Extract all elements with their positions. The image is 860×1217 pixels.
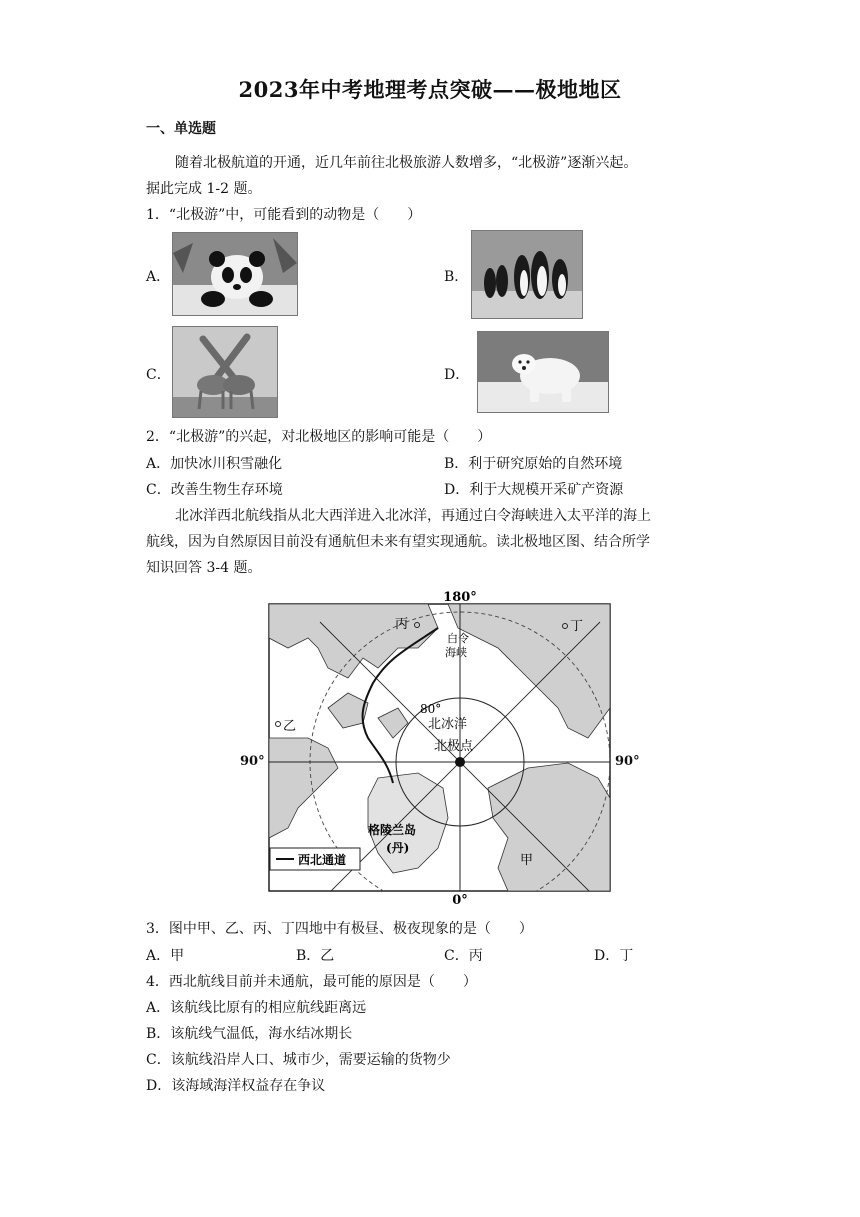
q2-option-a[interactable]: A．加快冰川积雪融化 bbox=[146, 456, 283, 472]
intro-2-line-2: 航线，因为自然原因目前没有通航但未来有望实现通航。读北极地区图、结合所学 bbox=[146, 534, 650, 550]
giraffes-photo[interactable] bbox=[172, 326, 278, 418]
question-3-stem: 3．图中甲、乙、丙、丁四地中有极昼、极夜现象的是（ ） bbox=[146, 921, 533, 937]
intro-2-line-3: 知识回答 3-4 题。 bbox=[146, 560, 262, 576]
q2-option-b[interactable]: B．利于研究原始的自然环境 bbox=[444, 456, 623, 472]
map-label-bering-2: 海峡 bbox=[445, 646, 467, 659]
section-heading: 一、单选题 bbox=[146, 121, 216, 137]
arctic-map bbox=[268, 588, 613, 906]
q3-option-c[interactable]: C．丙 bbox=[444, 948, 483, 964]
intro-1-line-2: 据此完成 1-2 题。 bbox=[146, 181, 262, 197]
map-label-pole: 北极点 bbox=[434, 739, 474, 754]
q3-option-a[interactable]: A．甲 bbox=[146, 948, 185, 964]
question-4-stem: 4．西北航线目前并未通航，最可能的原因是（ ） bbox=[146, 974, 477, 990]
q4-option-a[interactable]: A．该航线比原有的相应航线距离远 bbox=[146, 1000, 367, 1016]
q4-option-c[interactable]: C．该航线沿岸人口、城市少，需要运输的货物少 bbox=[146, 1052, 451, 1068]
polar-bear-photo[interactable] bbox=[477, 331, 609, 413]
map-label-bering-1: 白令 bbox=[447, 632, 469, 645]
q2-option-d[interactable]: D．利于大规模开采矿产资源 bbox=[444, 482, 624, 498]
q1-option-d-label: D． bbox=[444, 367, 470, 383]
panda-photo[interactable] bbox=[172, 232, 298, 316]
map-label-90-right: 90° bbox=[615, 754, 640, 769]
q1-option-a-label: A． bbox=[146, 269, 171, 285]
question-2-stem: 2．“北极游”的兴起，对北极地区的影响可能是（ ） bbox=[146, 429, 492, 445]
map-label-greenland-1: 格陵兰岛 bbox=[368, 823, 417, 837]
q4-option-b[interactable]: B．该航线气温低，海水结冰期长 bbox=[146, 1026, 353, 1042]
page-title: 2023年中考地理考点突破——极地地区 bbox=[238, 77, 622, 102]
map-label-bing: 丙 bbox=[395, 617, 409, 632]
question-1-stem: 1．“北极游”中，可能看到的动物是（ ） bbox=[146, 207, 422, 223]
map-label-yi: 乙 bbox=[283, 719, 297, 734]
map-label-ding: 丁 bbox=[570, 619, 584, 634]
map-label-90-left: 90° bbox=[240, 754, 265, 769]
map-label-greenland-2: (丹) bbox=[386, 841, 410, 855]
map-label-ocean: 北冰洋 bbox=[428, 717, 468, 732]
intro-1-line-1: 随着北极航道的开通，近几年前往北极旅游人数增多，“北极游”逐渐兴起。 bbox=[175, 155, 638, 171]
q2-option-c[interactable]: C．改善生物生存环境 bbox=[146, 482, 283, 498]
map-label-jia: 甲 bbox=[520, 853, 534, 868]
intro-2-line-1: 北冰洋西北航线指从北大西洋进入北冰洋，再通过白令海峡进入太平洋的海上 bbox=[175, 508, 651, 524]
q1-option-b-label: B． bbox=[444, 269, 469, 285]
q4-option-d[interactable]: D．该海域海洋权益存在争议 bbox=[146, 1078, 326, 1094]
q3-option-b[interactable]: B．乙 bbox=[296, 948, 335, 964]
penguins-photo[interactable] bbox=[471, 230, 583, 319]
map-label-80: 80° bbox=[420, 702, 442, 716]
map-legend-label: 西北通道 bbox=[298, 853, 347, 867]
map-label-0: 0° bbox=[452, 893, 468, 906]
q3-option-d[interactable]: D．丁 bbox=[594, 948, 634, 964]
map-label-180: 180° bbox=[443, 590, 477, 605]
q1-option-c-label: C． bbox=[146, 367, 171, 383]
